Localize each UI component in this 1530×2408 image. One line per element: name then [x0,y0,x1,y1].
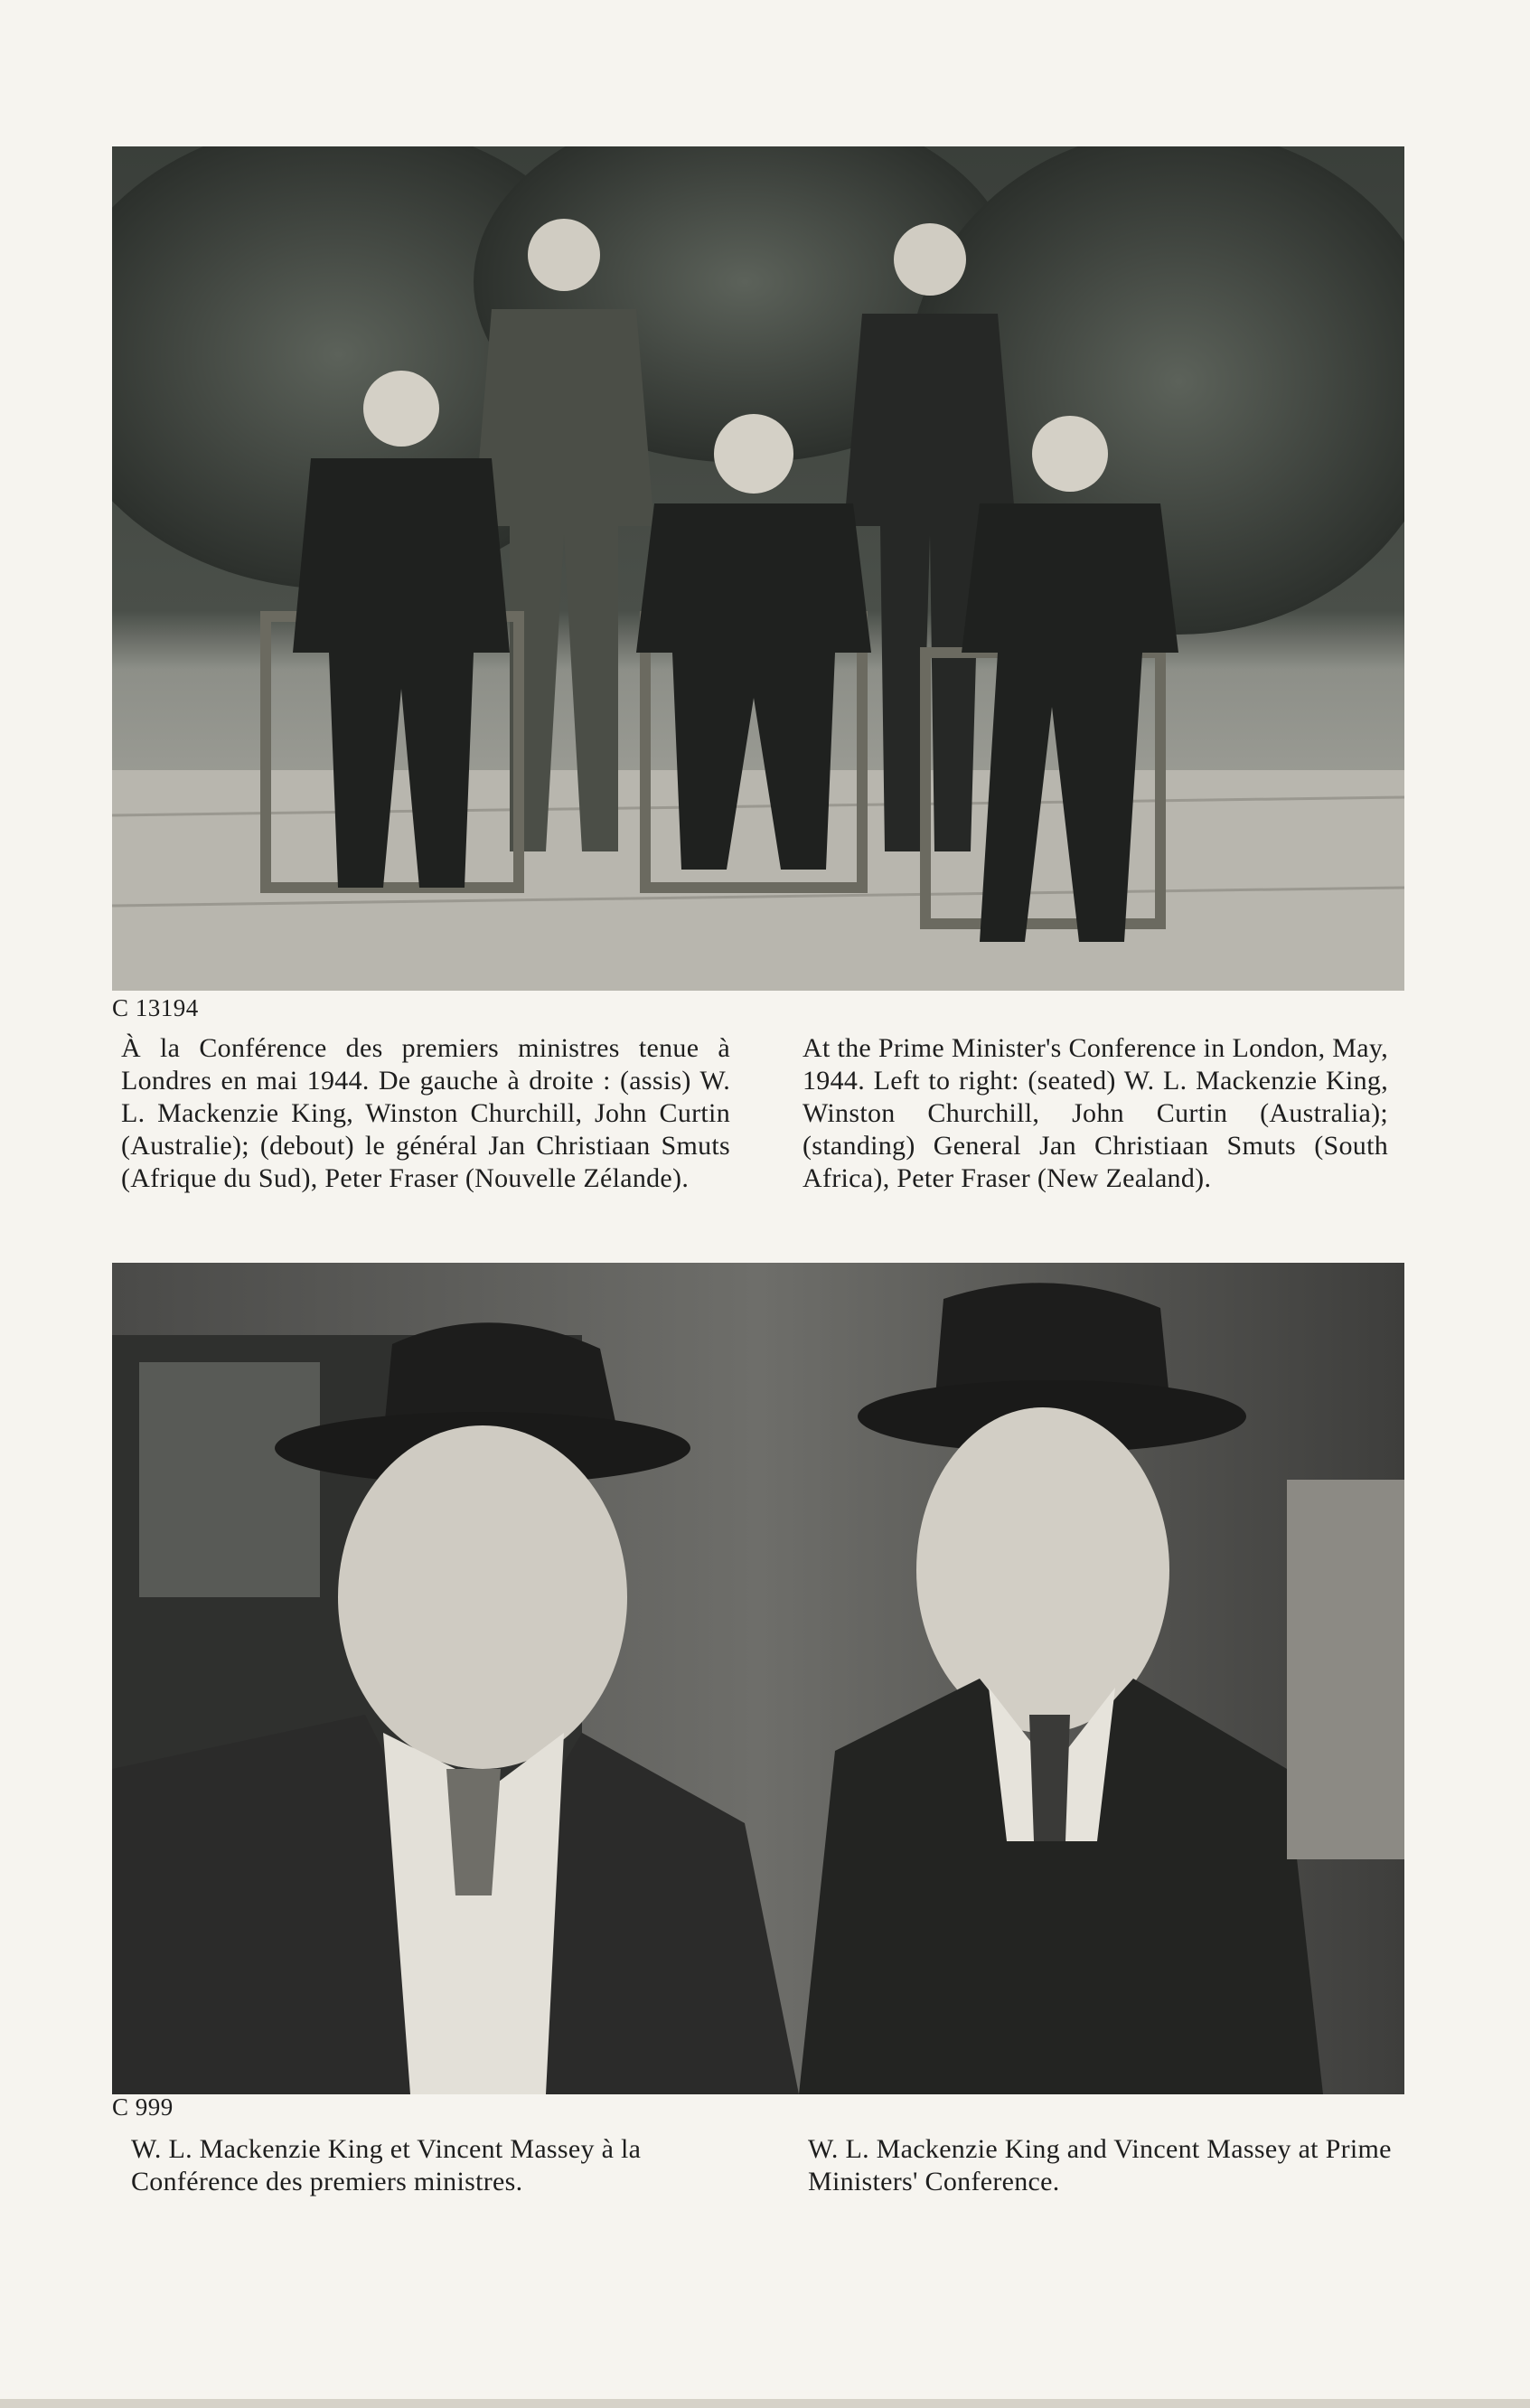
page-edge [0,2399,1530,2408]
caption-french: À la Conférence des premiers ministres tenue à Londres en mai 1944. De gauche à droite : (assis) W. L. Mackenzie King, Winston Churchill, John Curtin (Australie); (debout) le général Jan Christiaan Smuts (Afrique du Sud), Peter Fraser (Nouvelle Zélande). [121,1033,730,1193]
caption-english: At the Prime Minister's Conference in London, May, 1944. Left to right: (seated) W. L. Mackenzie King, Winston Churchill, John Curtin (Australia); (standing) General Jan Christiaan Smuts (South Africa), Peter Fraser (New Zealand). [803,1033,1388,1193]
caption-english: W. L. Mackenzie King and Vincent Massey at Prime Ministers' Conference. [808,2134,1392,2196]
portrait-photograph [112,1263,1404,2094]
plate-number: C 999 [112,2093,174,2121]
plate-number: C 13194 [112,994,199,1021]
group-photograph [112,146,1404,991]
caption-french: W. L. Mackenzie King et Vincent Massey à la Conférence des premiers ministres. [131,2134,642,2196]
